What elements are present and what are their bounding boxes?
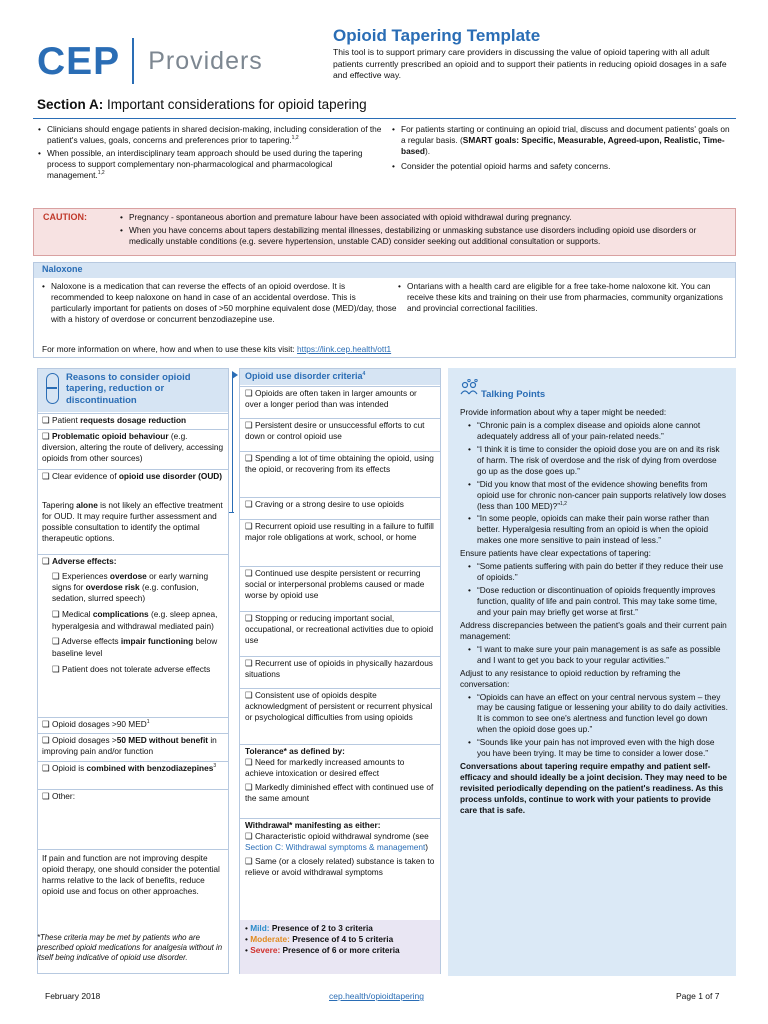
list-item: • When you have concerns about tapers destabilizing mental illnesses, destabilizing or unmasking substance use disorders including opioid use disorders or medically unstable conditions (e.g. severe hypertension, unstable CAD) consider seeking out additional consultation or supports.: [120, 225, 732, 247]
logo-cep-text: CEP: [37, 39, 121, 83]
footer-page-number: Page 1 of 7: [676, 991, 720, 1001]
talking-points-title: Talking Points: [481, 389, 546, 400]
list-item: • When possible, an interdisciplinary team approach should be used during the tapering process to support complementary non-pharmacological and pharmacological management.$^{1,2}$: [38, 148, 383, 181]
section-a-title: Important considerations for opioid tapering: [107, 97, 367, 112]
paragraph: Adjust to any resistance to opioid reduction by reframing the conversation:: [460, 667, 681, 689]
checkbox-item[interactable]: ❑ Craving or a strong desire to use opioids: [240, 497, 440, 519]
list-item: • “I want to make sure your pain management is as safe as possible and I want to get you back to your regular activities.”: [468, 644, 728, 666]
severity-box: [240, 920, 440, 974]
naloxone-right: [398, 281, 728, 316]
tolerance-group: [240, 744, 440, 818]
checkbox-item[interactable]: ❑ Opioid dosages >50 MED without benefit in improving pain and/or function: [38, 733, 228, 761]
quote-list: [468, 644, 728, 666]
checkbox-item[interactable]: ❑ Need for markedly increased amounts to achieve intoxication or desired effect: [245, 756, 405, 779]
severity-mild: • Mild: Presence of 2 to 3 criteria: [245, 923, 373, 933]
severity-severe: • Severe: Presence of 6 or more criteria: [245, 944, 400, 955]
reasons-panel: [37, 368, 229, 974]
list-item: • “In some people, opioids can make their pain worse rather than better. Hyperalgesia resulting from an opioid is when the opioid makes one more sensitive to pain instead of less.”: [468, 513, 728, 546]
checkbox-item[interactable]: ❑ Patient requests dosage reduction: [38, 413, 228, 429]
section-a-label: Section A:: [37, 97, 104, 112]
checkbox-item[interactable]: ❑ Characteristic opioid withdrawal syndrome (see Section C: Withdrawal symptoms & management): [245, 830, 429, 853]
naloxone-left: [42, 281, 397, 327]
checkbox-item[interactable]: ❑ Patient does not tolerate adverse effects: [52, 663, 211, 674]
checkbox-item[interactable]: ❑ Medical complications (e.g. sleep apnea, hyperalgesia and withdrawal mediated pain): [52, 609, 218, 631]
withdrawal-title: Withdrawal* manifesting as either:: [245, 820, 381, 830]
document-title: Opioid Tapering Template: [333, 26, 541, 45]
checkbox-item[interactable]: ❑ Opioid dosages >90 MED$^1$: [38, 717, 228, 733]
oud-title: Opioid use disorder criteria$^4$: [240, 369, 440, 385]
naloxone-box: [33, 262, 736, 358]
caution-label: CAUTION:: [43, 212, 87, 222]
oud-criteria-panel: [239, 368, 441, 974]
arrow-right-icon: [232, 371, 238, 379]
list-item: • “Opioids can have an effect on your central nervous system – they may be causing fatigue or lessening your ability to do daily activities. It is common to see one's alertness and function level go down when the opioid dose goes up.”: [468, 692, 728, 736]
quote-list: [468, 420, 728, 546]
severity-moderate: • Moderate: Presence of 4 to 5 criteria: [245, 933, 394, 944]
list-item: • Naloxone is a medication that can reverse the effects of an opioid overdose. It is recommended to keep naloxone on hand in case of an accidental overdose. This is particularly important for patients on doses of >50 morphine equivalent dose (MED)/day, those with a history of overdose or concurrent benzodiazepine use.: [42, 281, 397, 325]
checkbox-item[interactable]: ❑ Spending a lot of time obtaining the opioid, using the opioid, or recovering from its effects: [240, 451, 440, 497]
criteria-footnote: *These criteria may be met by patients who are prescribed opioid medications for analgesia without in itself being indicative of opioid use disorder.: [37, 933, 223, 963]
checkbox-item[interactable]: ❑ Clear evidence of opioid use disorder (OUD): [38, 469, 228, 497]
connector-line: [232, 376, 233, 512]
intro-text: This tool is to support primary care providers in discussing the value of opioid tapering with all adult patients currently prescribed an opioid and to support their patients in reducing opioid dosages in a safe and effective way.: [333, 47, 727, 81]
checkbox-item[interactable]: ❑ Continued use despite persistent or recurring social or interpersonal problems caused or made worse by opioid use: [240, 566, 440, 611]
tolerance-title: Tolerance* as defined by:: [245, 746, 345, 756]
footer-url-link[interactable]: cep.health/opioidtapering: [329, 991, 424, 1001]
checkbox-item[interactable]: ❑ Adverse effects impair functioning below baseline level: [52, 636, 218, 658]
cep-logo: [37, 38, 263, 84]
paragraph: Ensure patients have clear expectations of tapering:: [460, 548, 651, 559]
list-item: • “I think it is time to consider the opioid dose you are on and its risk of harm. The risk of overdose and the risk of dying from overdose go up as the dose goes up.”: [468, 444, 728, 477]
section-a-heading: [37, 96, 367, 114]
caution-list: [120, 212, 732, 249]
connector-line: [229, 512, 234, 513]
checkbox-item[interactable]: ❑ Recurrent opioid use resulting in a failure to fulfill major role obligations at work, school, or home: [240, 519, 440, 566]
pain-function-note: If pain and function are not improving despite opioid therapy, one should consider the potential harms relative to the lack of benefits, reduce opioid use and focus on other approaches.: [38, 849, 228, 911]
talking-points-panel: [448, 368, 736, 976]
checkbox-item[interactable]: ❑ Opioids are often taken in larger amounts or over a longer period than was intended: [240, 386, 440, 418]
quote-list: [468, 561, 728, 618]
checkbox-item[interactable]: ❑ Opioid is combined with benzodiazepines$^3$: [38, 761, 228, 789]
quote-list: [468, 692, 728, 760]
people-talking-icon: [460, 379, 480, 399]
section-a-right-list: [392, 124, 732, 174]
checkbox-item[interactable]: ❑ Experiences overdose or early warning signs for overdose risk (e.g. confusion, sedation, slurred speech): [52, 571, 209, 604]
list-item: • Pregnancy - spontaneous abortion and premature labour have been associated with opioid withdrawal during pregnancy.: [120, 212, 732, 223]
checkbox-item[interactable]: ❑ Problematic opioid behaviour (e.g. diversion, altering the route of delivery, accessing opioids from other sources): [38, 429, 228, 469]
list-item: • Clinicians should engage patients in shared decision-making, including consideration of the patient's values, goals, concerns and preferences prior to tapering.$^{1,2}$: [38, 124, 383, 146]
checkbox-item[interactable]: ❑ Stopping or reducing important social, occupational, or recreational activities due to opioid use: [240, 611, 440, 656]
reasons-header: [38, 369, 228, 412]
list-item: • Ontarians with a health card are eligible for a free take-home naloxone kit. You can receive these kits and training on their use from pharmacies, community organizations and provincial correctional facilities.: [398, 281, 728, 314]
footer-date: February 2018: [45, 991, 101, 1001]
caution-box: [33, 208, 736, 256]
pill-icon: [46, 373, 59, 404]
list-item: • “Dose reduction or discontinuation of opioids frequently improves function, quality of life and pain control. This may take some time, and your pain may briefly get worse at first.”: [468, 585, 728, 618]
reasons-title: Reasons to consider opioid tapering, reduction or discontinuation: [66, 372, 191, 406]
withdrawal-group: [240, 818, 440, 920]
checkbox-item[interactable]: ❑ Adverse effects:: [42, 556, 117, 566]
list-item: • “Did you know that most of the evidence showing benefits from opioid use for chronic non-cancer pain supports relatively low doses (less than 100 MED)?”$^{1,2}$: [468, 479, 728, 512]
checkbox-item[interactable]: ❑ Persistent desire or unsuccessful efforts to cut down or control opioid use: [240, 418, 440, 451]
checkbox-item[interactable]: ❑ Consistent use of opioids despite acknowledgment of persistent or recurrent physical or psychological difficulties from using opioids: [240, 688, 440, 744]
checkbox-item[interactable]: ❑ Other:: [38, 789, 228, 849]
list-item: • “Some patients suffering with pain do better if they reduce their use of opioids.”: [468, 561, 728, 583]
logo-providers-text: Providers: [148, 46, 263, 75]
paragraph: Address discrepancies between the patient's goals and their current pain management:: [460, 619, 727, 641]
conclusion-paragraph: Conversations about tapering require empathy and patient self-efficacy and should ideally be a joint decision. They may need to be revisited periodically depending on the patient's readiness. As this process unfolds, continue to work with your patients to provide care that is safe.: [460, 761, 727, 815]
talking-points-body: [460, 407, 728, 818]
checkbox-item[interactable]: ❑ Same (or a closely related) substance is taken to relieve or avoid withdrawal symptoms: [245, 856, 435, 878]
adverse-effects-group: [38, 554, 228, 712]
section-a-left-list: [38, 124, 383, 183]
naloxone-title: Naloxone: [34, 263, 735, 278]
tapering-note: Tapering alone is not likely an effective treatment for OUD. It may require further assessment and possible consultation to identify the optimal therapeutic options.: [42, 500, 223, 543]
list-item: • “Sounds like your pain has not improved even with the high dose you have been trying. It may be time to consider a lower dose.”: [468, 737, 728, 759]
paragraph: Provide information about why a taper might be needed:: [460, 407, 667, 417]
checkbox-item[interactable]: ❑ Recurrent use of opioids in physically hazardous situations: [240, 656, 440, 688]
list-item: • “Chronic pain is a complex disease and opioids alone cannot adequately address all of your pain-related needs.”: [468, 420, 728, 442]
list-item: • Consider the potential opioid harms and safety concerns.: [392, 161, 732, 172]
logo-divider: [132, 38, 134, 84]
naloxone-more-info: For more information on where, how and when to use these kits visit: https://link.cep.health/ott1: [42, 344, 392, 354]
section-divider: [33, 118, 736, 119]
naloxone-link[interactable]: https://link.cep.health/ott1: [297, 344, 392, 354]
checkbox-item[interactable]: ❑ Markedly diminished effect with continued use of the same amount: [245, 782, 434, 804]
list-item: • For patients starting or continuing an opioid trial, discuss and document patients' goals on a regular basis. (SMART goals: Specific, Measurable, Agreed-upon, Realistic, Time-based).: [392, 124, 732, 157]
